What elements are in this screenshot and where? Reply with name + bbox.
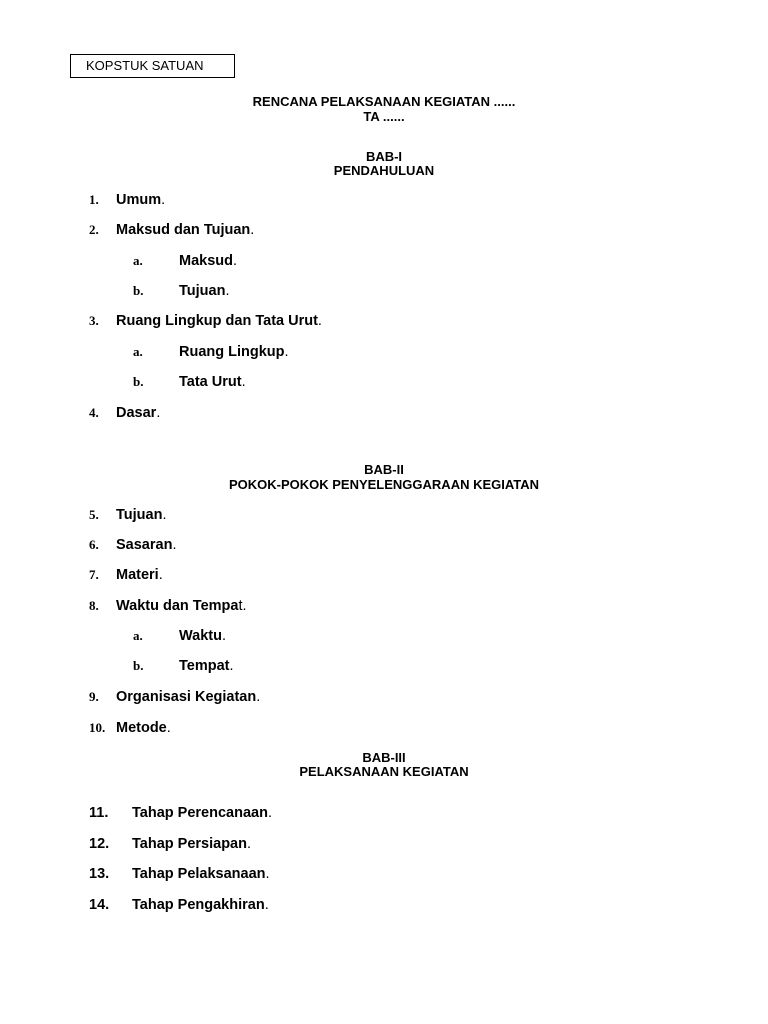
item-letter: a. xyxy=(133,344,143,359)
item-text: Tata Urut xyxy=(179,374,242,390)
item-number: 2. xyxy=(89,222,99,237)
item-text: Tahap Pengakhiran xyxy=(132,897,265,913)
item-text: Tujuan xyxy=(179,283,226,299)
item-text: Tempat xyxy=(179,658,230,674)
bab3-subheading: PELAKSANAAN KEGIATAN xyxy=(299,764,469,779)
item-letter: b. xyxy=(133,374,144,389)
item-letter: b. xyxy=(133,658,144,673)
bab2-subheading: POKOK-POKOK PENYELENGGARAAN KEGIATAN xyxy=(228,477,540,492)
item-text: Ruang Lingkup dan Tata Urut xyxy=(116,313,318,329)
item-number: 7. xyxy=(89,567,99,582)
item-number: 8. xyxy=(89,598,99,613)
item-number: 1. xyxy=(89,192,99,207)
item-text: Ruang Lingkup xyxy=(179,344,285,360)
item-text: Metode xyxy=(116,720,167,736)
doc-title-line2: TA ...... xyxy=(363,109,405,124)
item-letter: a. xyxy=(133,628,143,643)
item-letter: b. xyxy=(133,283,144,298)
item-text-tail: t xyxy=(238,598,243,614)
item-number: 9. xyxy=(89,689,99,704)
item-text: Tahap Perencanaan xyxy=(132,805,268,821)
bab1-heading: BAB-I xyxy=(365,149,403,164)
item-text: Umum xyxy=(116,192,162,208)
item-text: Dasar xyxy=(116,405,157,421)
doc-title-line1: RENCANA PELAKSANAAN KEGIATAN ...... xyxy=(252,94,516,109)
item-text: Materi xyxy=(116,567,159,583)
item-number: 4. xyxy=(89,405,99,420)
bab3-heading: BAB-III xyxy=(362,750,406,765)
item-text: Tahap Persiapan xyxy=(132,836,247,852)
item-number: 3. xyxy=(89,313,99,328)
item-number: 5. xyxy=(89,507,99,522)
item-number: 12. xyxy=(89,836,110,852)
item-text: Waktu dan Tempa xyxy=(116,598,239,614)
item-text: Tujuan xyxy=(116,507,163,523)
item-number: 14. xyxy=(89,897,110,913)
kopstuk-box: KOPSTUK SATUAN xyxy=(70,54,235,78)
item-text: Maksud dan Tujuan xyxy=(116,222,251,238)
item-text: Sasaran xyxy=(116,537,173,553)
item-number: 10. xyxy=(89,720,106,735)
item-text: Maksud xyxy=(179,253,233,269)
item-number: 11. xyxy=(89,805,109,821)
item-text: Organisasi Kegiatan xyxy=(116,689,257,705)
item-number: 6. xyxy=(89,537,99,552)
item-text: Waktu xyxy=(179,628,222,644)
bab1-subheading: PENDAHULUAN xyxy=(333,163,435,178)
item-number: 13. xyxy=(89,866,110,882)
bab2-heading: BAB-II xyxy=(364,462,404,477)
item-text: Tahap Pelaksanaan xyxy=(132,866,266,882)
item-letter: a. xyxy=(133,253,143,268)
